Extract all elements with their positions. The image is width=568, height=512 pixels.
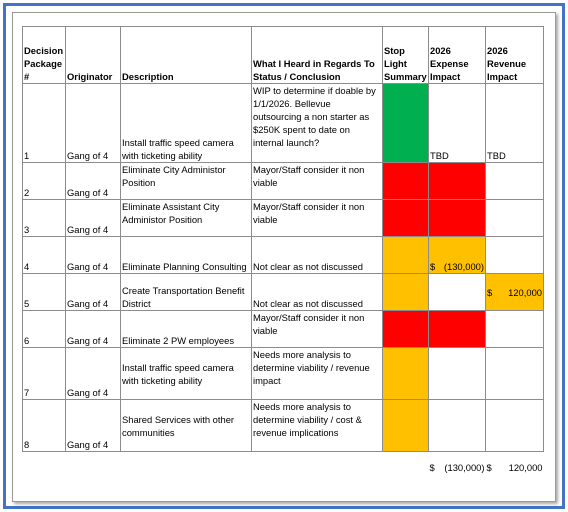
revenue-total: [486, 452, 544, 474]
revenue-cell: [486, 311, 544, 348]
header-originator: Originator: [66, 27, 121, 84]
status-cell: Mayor/Staff consider it non viable: [252, 200, 383, 237]
table-row: [23, 274, 544, 311]
description-cell: Eliminate City Administor Position: [121, 163, 252, 200]
description-cell: Shared Services with other communities: [121, 400, 252, 452]
originator-cell: Gang of 4: [66, 311, 121, 348]
revenue-amount: 120,000: [508, 286, 542, 298]
expense-total: [429, 452, 486, 474]
revenue-total-amount: 120,000: [508, 461, 543, 473]
header-description: Description: [121, 27, 252, 84]
totals-row: [23, 452, 544, 474]
header-expense: 2026 Expense Impact: [429, 27, 486, 84]
description-cell: Eliminate Planning Consulting: [121, 237, 252, 274]
expense-cell: [429, 200, 486, 237]
originator-cell: Gang of 4: [66, 163, 121, 200]
revenue-cell: [486, 274, 544, 311]
description-cell: Create Transportation Benefit District: [121, 274, 252, 311]
stop-light-cell: [383, 200, 429, 237]
expense-cell: [429, 348, 486, 400]
originator-cell: Gang of 4: [66, 84, 121, 163]
status-cell: Mayor/Staff consider it non viable: [252, 311, 383, 348]
header-package: Decision Package #: [23, 27, 66, 84]
currency-symbol: $: [487, 286, 493, 298]
description-cell: Install traffic speed camera with ticketing ability: [121, 348, 252, 400]
expense-cell: [429, 311, 486, 348]
status-cell: Needs more analysis to determine viability / revenue impact: [252, 348, 383, 400]
originator-cell: Gang of 4: [66, 274, 121, 311]
package-number: 5: [23, 274, 66, 311]
table-row: [23, 163, 544, 200]
package-number: 2: [23, 163, 66, 200]
description-cell: Eliminate 2 PW employees: [121, 311, 252, 348]
decision-package-table: [22, 26, 544, 474]
revenue-cell: TBD: [486, 84, 544, 163]
header-status: What I Heard in Regards To Status / Conclusion: [252, 27, 383, 84]
originator-cell: Gang of 4: [66, 348, 121, 400]
status-cell: Not clear as not discussed: [252, 237, 383, 274]
table-row: [23, 400, 544, 452]
expense-amount: (130,000): [443, 261, 484, 272]
package-number: 7: [23, 348, 66, 400]
header-revenue: 2026 Revenue Impact: [486, 27, 544, 84]
currency-symbol: $: [429, 461, 435, 473]
currency-symbol: $: [430, 261, 436, 272]
originator-cell: Gang of 4: [66, 237, 121, 274]
currency-symbol: $: [486, 461, 492, 473]
revenue-cell: [486, 200, 544, 237]
revenue-cell: [486, 348, 544, 400]
stop-light-cell: [383, 400, 429, 452]
stop-light-cell: [383, 237, 429, 274]
package-number: 3: [23, 200, 66, 237]
table-row: [23, 84, 544, 163]
status-cell: Not clear as not discussed: [252, 274, 383, 311]
stop-light-cell: [383, 274, 429, 311]
originator-cell: Gang of 4: [66, 200, 121, 237]
status-cell: Needs more analysis to determine viability / cost & revenue implications: [252, 400, 383, 452]
stop-light-cell: [383, 348, 429, 400]
package-number: 1: [23, 84, 66, 163]
header-stop-light: Stop Light Summary: [383, 27, 429, 84]
expense-cell: [429, 163, 486, 200]
expense-cell: [429, 274, 486, 311]
package-number: 8: [23, 400, 66, 452]
table-row: [23, 237, 544, 274]
package-number: 4: [23, 237, 66, 274]
stop-light-cell: [383, 84, 429, 163]
revenue-cell: [486, 237, 544, 274]
status-cell: Mayor/Staff consider it non viable: [252, 163, 383, 200]
table-row: [23, 348, 544, 400]
revenue-cell: [486, 400, 544, 452]
revenue-cell: [486, 163, 544, 200]
table-row: [23, 200, 544, 237]
header-row: [23, 27, 544, 84]
description-cell: Install traffic speed camera with ticketing ability: [121, 84, 252, 163]
stop-light-cell: [383, 311, 429, 348]
description-cell: Eliminate Assistant City Administor Position: [121, 200, 252, 237]
expense-cell: TBD: [429, 84, 486, 163]
table-row: [23, 311, 544, 348]
expense-cell: [429, 400, 486, 452]
expense-cell: [429, 237, 486, 274]
stop-light-cell: [383, 163, 429, 200]
originator-cell: Gang of 4: [66, 400, 121, 452]
expense-total-amount: (130,000): [444, 461, 485, 473]
package-number: 6: [23, 311, 66, 348]
status-cell: WIP to determine if doable by 1/1/2026. Bellevue outsourcing a non starter as $250K spent to date on internal launch?: [252, 84, 383, 163]
